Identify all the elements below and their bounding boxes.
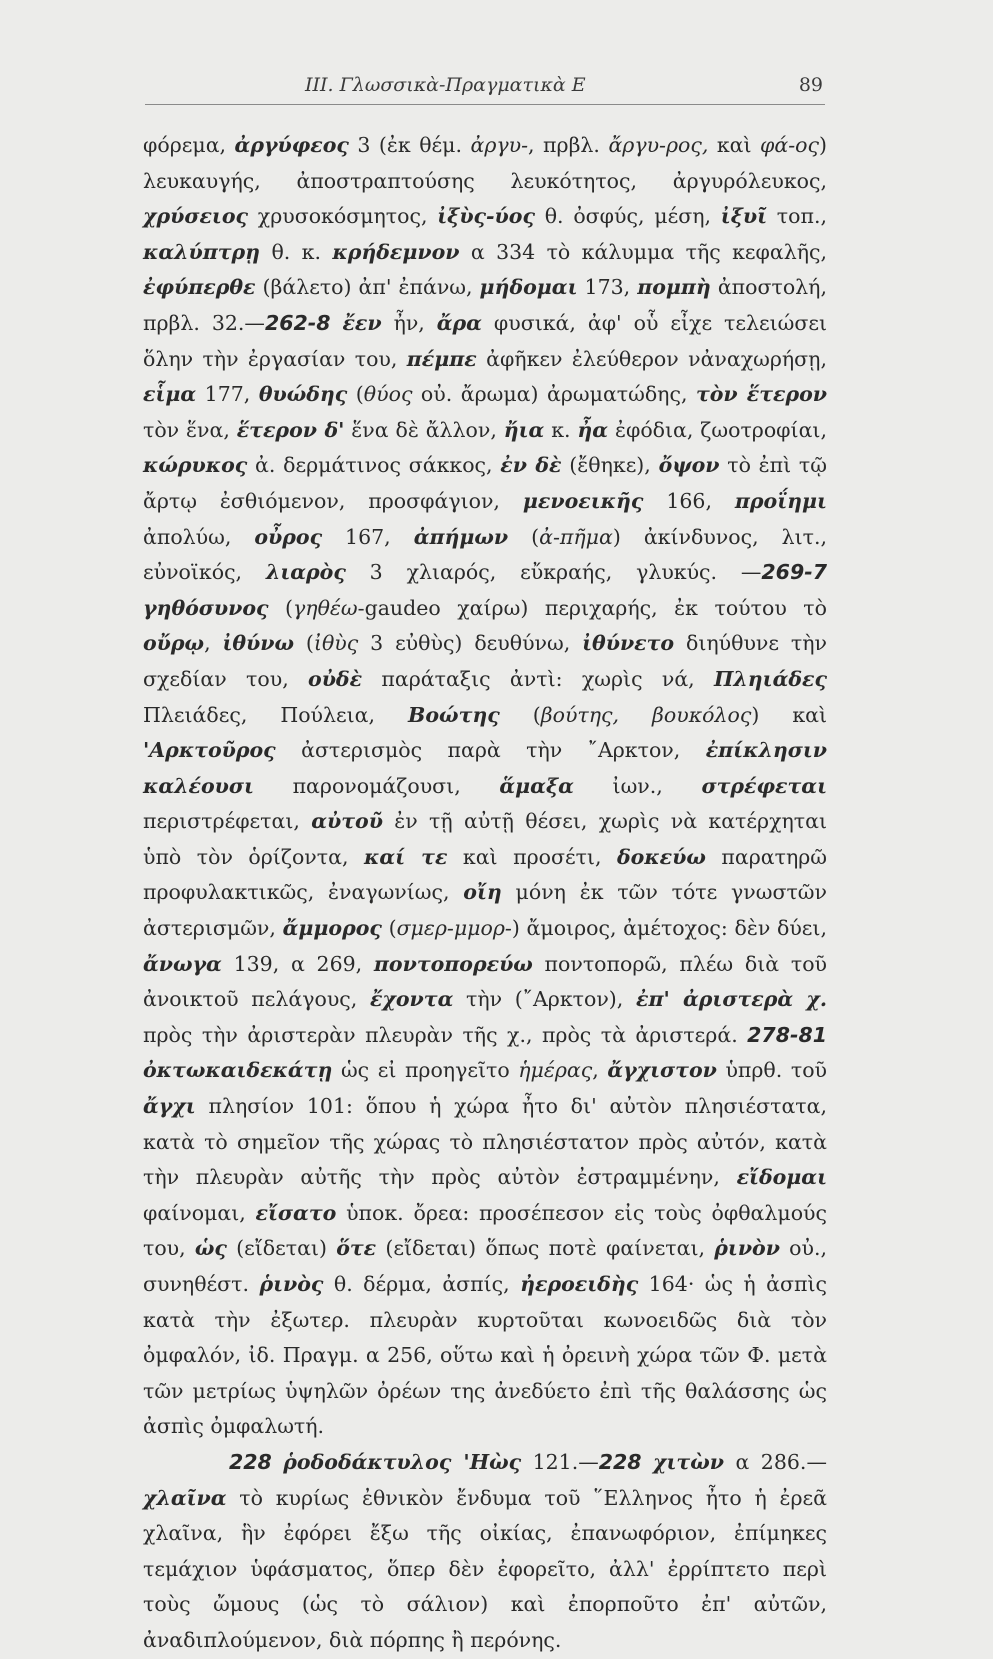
headword: οὖρος (254, 524, 323, 549)
text-run: τὸ ἐπὶ τῷ ἄρτῳ ἐσθιόμενον, προσφάγιον, (143, 453, 827, 513)
running-head: ΙΙΙ. Γλωσσικὰ-Πραγματικὰ Ε (305, 74, 586, 96)
text-run: (εἴδεται) (226, 1236, 337, 1261)
text-run: ( (347, 382, 364, 407)
headword: πομπὴ (637, 275, 711, 300)
text-run: (βάλετο) ἀπ' ἐπάνω, (255, 275, 480, 300)
text-run: 164· ὡς ἡ ἀσπὶς κατὰ τὴν ἐξωτερ. πλευρὰν κυρτοῦται κωνοειδῶς διὰ τὸν ὀμφαλόν, ἰδ. Πραγμ. α 256, οὕτω καὶ ἡ ὀρεινὴ χώρα τῶν Φ. μετὰ τῶν μετρίως ὑψηλῶν ὀρέων της ἀνεδύετο ἐπὶ τῆς θαλάσσης ὡς ἀσπὶς ὀμφαλωτή. (143, 1272, 827, 1439)
text-run: 3 (ἐκ θέμ. (348, 133, 471, 157)
text-run: (ἔθηκε), (561, 453, 659, 478)
line-reference: 228 (229, 1449, 272, 1474)
headword: ποντοπορεύω (373, 951, 533, 976)
headword: στρέφεται (701, 773, 827, 798)
text-run: φαίνομαι, (143, 1200, 256, 1225)
text-run: οὐ. ἄρωμα) ἀρωματώδης, (412, 382, 696, 407)
headword: πέμπε (406, 346, 477, 371)
text-run: τὸν ἕνα, (143, 417, 237, 442)
headword: δοκεύω (616, 844, 706, 869)
italic-term: ἀργυ- (470, 133, 529, 157)
text-run (331, 311, 343, 335)
text-run: καὶ προσέτι, (447, 844, 617, 869)
text-run: παρονομάζουσι, (253, 773, 500, 798)
text-run: ἀπολύω, (143, 524, 255, 549)
headword: χλαῖνα (143, 1485, 227, 1510)
italic-term: γηθέω (293, 595, 358, 620)
text-run: ) λευκαυγής, ἀποστραπτούσης λευκότητος, ἀργυρόλευκος, (143, 133, 827, 193)
text-run: διηύθυνε τὴν σχεδίαν του, (143, 631, 827, 691)
italic-term: σμερ-μμορ- (396, 916, 512, 941)
headword: αὐτοῦ (311, 809, 383, 834)
headword: ὀκτωκαιδεκάτῃ (143, 1058, 333, 1083)
headword: ἰθύνετο (582, 631, 675, 656)
text-run: χρυσοκόσμητος, (248, 204, 438, 229)
text-run: 3 χλιαρός, εὔκραής, γλυκύς. — (345, 560, 762, 585)
text-run: ὑποκ. ὄρεα: προσέπεσον εἰς τοὺς ὀφθαλμούς του, (143, 1200, 827, 1261)
italic-term: φά-ος (760, 133, 819, 157)
text-run: ὑπρθ. τοῦ (716, 1058, 827, 1083)
italic-term: θύος (363, 382, 413, 407)
headword: χιτὼν (653, 1449, 724, 1474)
text-run: φόρεμα, (143, 133, 235, 157)
italic-term: ἰθὺς (313, 631, 359, 656)
headword: ἔχοντα (369, 987, 454, 1012)
text-run: , (592, 1058, 608, 1083)
paragraph-1 (143, 128, 827, 1445)
headword: γηθόσυνος (143, 595, 269, 620)
headword: εἴσατο (255, 1200, 337, 1225)
text-run: κ. (544, 417, 578, 442)
text-run: θ. ὀσφύς, μέση, (534, 204, 721, 229)
text-run: τοπ., (767, 204, 827, 229)
text-run: 177, (196, 382, 259, 407)
headword: καί τε (363, 844, 448, 869)
text-run: -gaudeo χαίρω) περιχαρής, ἐκ τούτου τὸ (357, 595, 827, 620)
text-run: ποντοπορῶ, πλέω διὰ τοῦ ἀνοικτοῦ πελάγους, (143, 951, 827, 1012)
text-run: ἕνα δὲ ἄλλον, (344, 417, 504, 442)
text-run: Πλειάδες, Πούλεια, (143, 702, 409, 727)
text-run: ( (268, 595, 294, 620)
text-run: 167, (322, 524, 414, 549)
headword: ἀπήμων (413, 524, 509, 549)
text-run: μόνη ἐκ τῶν τότε γνωστῶν ἀστερισμῶν, (143, 880, 827, 941)
text-run: ( (499, 702, 541, 727)
headword: ἄνωγα (143, 951, 222, 976)
headword: Πληιάδες (714, 666, 827, 691)
headword: καλύπτρῃ (143, 239, 261, 264)
headword: ἄμμορος (282, 916, 382, 941)
commentary-text (143, 128, 827, 1659)
headword: ῥινὸς (259, 1272, 324, 1296)
headword: ἐπ' ἀριστερὰ χ. (635, 987, 827, 1012)
text-run: παράταξις ἀντὶ: χωρὶς νά, (362, 666, 715, 691)
headword: οὐδὲ (308, 666, 363, 691)
text-run: α 286.— (723, 1449, 827, 1474)
page-number: 89 (798, 74, 823, 96)
page-header (145, 74, 825, 105)
headword: ἰξυῖ (720, 204, 768, 229)
text-run: 139, α 269, (221, 951, 374, 976)
headword: ῥινὸν (714, 1236, 780, 1261)
italic-term: ἀ-πῆμα (539, 524, 613, 549)
headword: μενοεικῆς (522, 488, 644, 513)
headword: ἔεν (342, 310, 382, 335)
headword: οἴη (463, 880, 502, 905)
headword: κώρυκος (143, 453, 248, 478)
text-run: ἀ. δερμάτινος σάκκος, (247, 453, 501, 478)
text-run: ἐφόδια, ζωοτροφίαι, (608, 417, 827, 442)
headword: ὄψον (658, 453, 720, 478)
headword: ἀργύφεος (234, 133, 349, 157)
headword: χρύσειος (143, 204, 248, 229)
headword: ἦα (577, 417, 609, 442)
text-run: ( (294, 631, 314, 656)
text-run: α 334 τὸ κάλυμμα τῆς κεφαλῆς, (459, 239, 827, 264)
headword: ἄγχι (143, 1094, 196, 1119)
headword: ἰθύνω (222, 631, 295, 656)
text-run: θ. δέρμα, ἀσπίς, (323, 1272, 521, 1296)
text-run: ἦν, (381, 310, 437, 335)
text-run: ἀποστολή, πρβλ. 32.— (143, 275, 827, 335)
headword: μήδομαι (479, 275, 578, 300)
text-run: οὐ., συνηθέστ. (143, 1236, 828, 1296)
italic-term: βούτης, βουκόλος (540, 702, 752, 727)
text-run: τὸ κυρίως ἐθνικὸν ἔνδυμα τοῦ ῞Ελληνος ἦτο ἡ ἐρεᾶ χλαῖνα, ἣν ἐφόρει ἔξω τῆς οἰκίας, ἐπανωφόριον, ἐπίμηκες τεμάχιον ὑφάσματος, ὅπερ δὲν ἐφορεῖτο, ἀλλ' ἐρρίπτετο περὶ τοὺς ὤμους (ὡς τὸ σάλιον) καὶ ἐπορποῦτο ἐπ' αὐτῶν, ἀναδιπλούμενον, διὰ πόρπης ἢ περόνης. (143, 1485, 827, 1652)
headword: ἰξὺς-ύος (437, 204, 535, 229)
headword: ἐπίκλησιν καλέουσι (143, 738, 827, 798)
text-run: πλησίον 101: ὅπου ἡ χώρα ἦτο δι' αὐτὸν πλησιέστατα, κατὰ τὸ σημεῖον τῆς χώρας τὸ πλησιέστατον πρὸς αὐτόν, κατὰ τὴν πλευρὰν αὐτῆς τὴν πρὸς αὐτὸν ἐστραμμένην, (143, 1094, 827, 1190)
text-run: ) καὶ (751, 702, 828, 727)
headword: ῥοδοδάκτυλος 'Ηὼς (283, 1449, 522, 1474)
text-run: ὡς εἰ προηγεῖτο (332, 1058, 519, 1083)
text-run: , (204, 631, 223, 656)
line-reference: 262-8 (264, 310, 331, 335)
text-run: ἀστερισμὸς παρὰ τὴν ῎Αρκτον, (275, 738, 706, 763)
headword: ἕτερον δ' (236, 417, 345, 442)
line-reference: 228 (598, 1449, 642, 1474)
headword: ἤια (503, 417, 545, 442)
headword: κρήδεμνον (332, 239, 460, 264)
headword: εἷμα (143, 382, 197, 407)
text-run: τὴν (῎Αρκτον), (453, 987, 636, 1012)
text-run (642, 1450, 654, 1474)
headword: λιαρὸς (265, 560, 346, 585)
headword: 'Αρκτοῦρος (143, 738, 276, 763)
headword: προΐημι (734, 488, 827, 513)
text-run: ἰων., (573, 773, 702, 798)
headword: τὸν ἕτερον (695, 382, 828, 407)
headword: ἐφύπερθε (143, 275, 256, 300)
text-run: 3 εὐθὺς) δευθύνω, (358, 631, 583, 656)
italic-term: ἄργυ-ρος, (608, 133, 709, 157)
text-run: 121.— (521, 1449, 599, 1474)
text-run: , πρβλ. (528, 133, 609, 157)
italic-term: ἡμέρας (518, 1058, 593, 1083)
text-run: ( (508, 524, 540, 549)
headword: ἐν δὲ (500, 453, 562, 478)
paragraph-2 (143, 1445, 827, 1659)
text-run: ( (381, 916, 397, 941)
text-run: ἀφῆκεν ἐλεύθερον νἀναχωρήσῃ, (476, 346, 827, 371)
text-run: 166, (643, 488, 735, 513)
text-run: καὶ (708, 133, 761, 157)
text-run: ἐν τῇ αὐτῇ θέσει, χωρὶς νὰ κατέρχηται ὑπὸ τὸν ὁρίζοντα, (143, 809, 827, 869)
text-run: παρατηρῶ προφυλακτικῶς, ἐναγωνίως, (143, 844, 827, 905)
headword: ὡς (194, 1236, 227, 1261)
text-run: ) ἀκίνδυνος, λιτ., εὐνοϊκός, (143, 524, 828, 585)
headword: ἄγχιστον (607, 1058, 717, 1083)
headword: οὔρῳ (143, 631, 205, 656)
text-run: θ. κ. (260, 239, 333, 264)
headword: Βοώτης (408, 702, 500, 727)
headword: ὅτε (336, 1236, 377, 1261)
line-reference: 278-81 (747, 1022, 827, 1047)
text-run: πρὸς τὴν ἀριστερὰν πλευρὰν τῆς χ., πρὸς τὰ ἀριστερά. (143, 1022, 748, 1047)
text-run (272, 1450, 284, 1474)
text-run: ) ἄμοιρος, ἀμέτοχος: δὲν δύει, (511, 916, 827, 941)
headword: εἴδομαι (736, 1165, 827, 1190)
text-run: (εἴδεται) ὅπως ποτὲ φαίνεται, (376, 1236, 715, 1261)
text-run: περιστρέφεται, (143, 809, 312, 834)
text-run: φυσικά, ἀφ' οὗ εἶχε τελειώσει ὅλην τὴν ἐργασίαν του, (143, 310, 827, 371)
headword: ἄρα (436, 310, 482, 335)
line-reference: 269-7 (761, 560, 827, 585)
headword: ἠεροειδὴς (520, 1272, 639, 1296)
text-run: 173, (577, 275, 638, 300)
headword: θυώδης (258, 382, 348, 407)
headword: ἅμαξα (499, 773, 574, 798)
